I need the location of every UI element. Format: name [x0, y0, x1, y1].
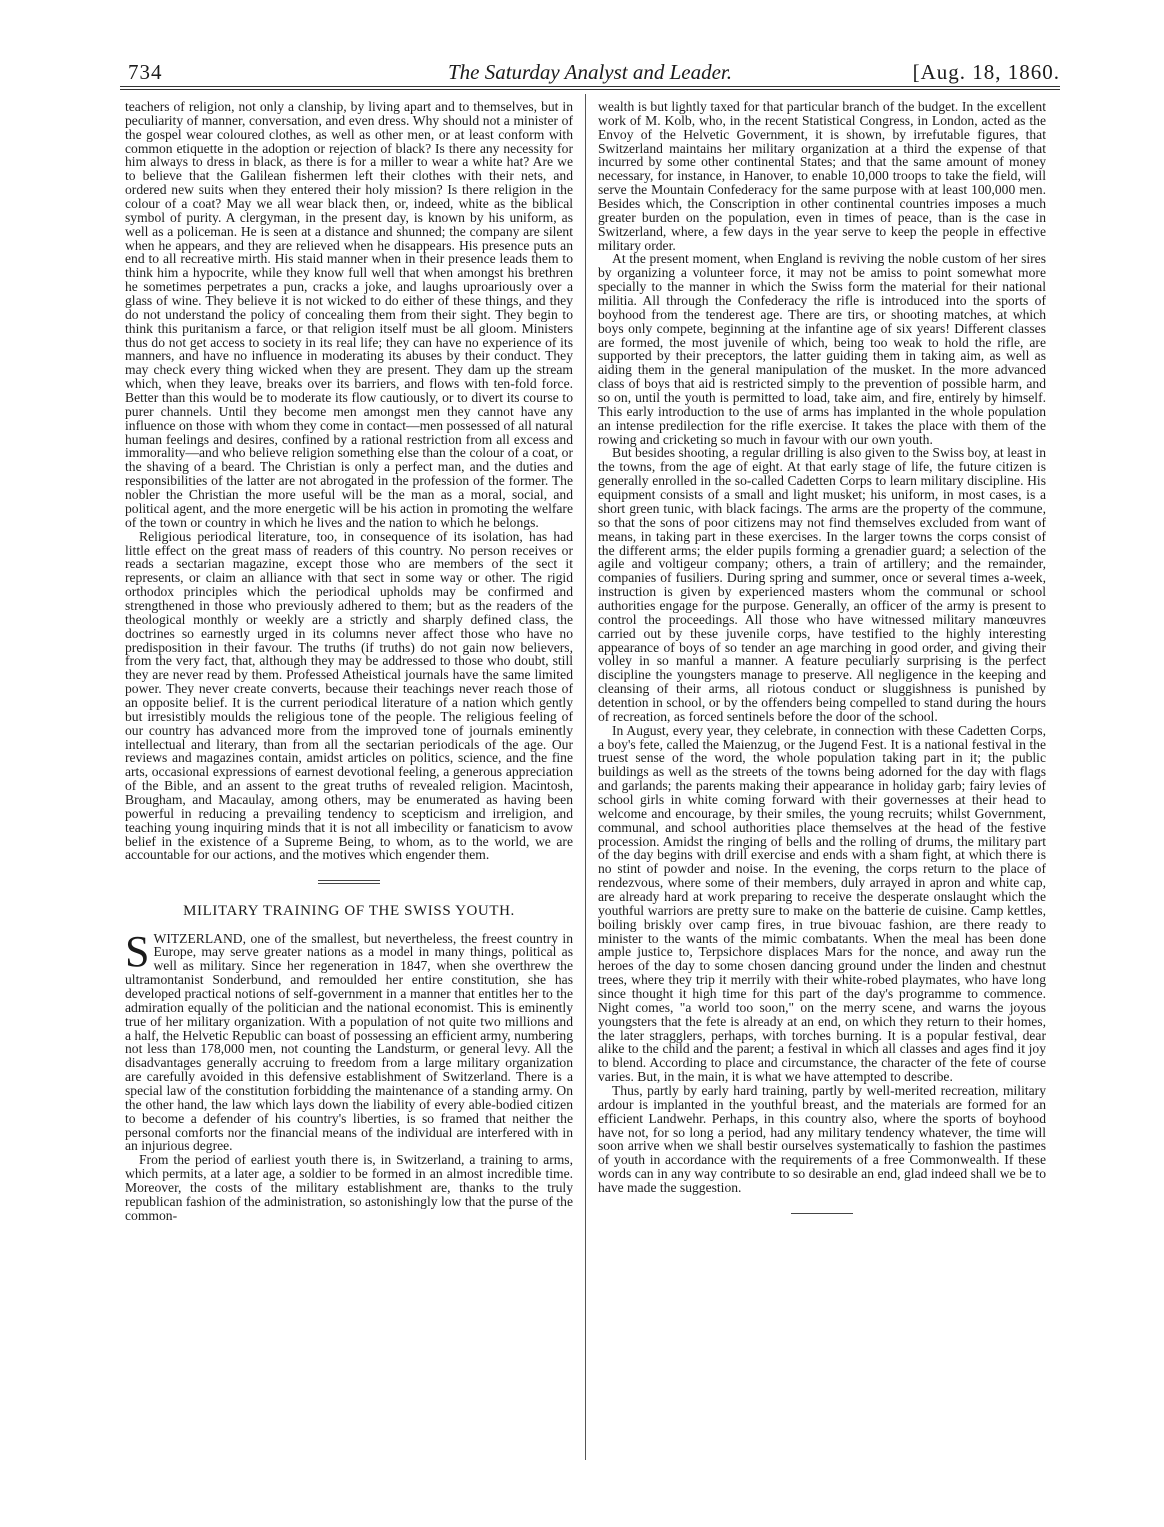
section-divider [318, 880, 380, 881]
drop-cap: S [125, 926, 150, 976]
page-header [120, 48, 1060, 88]
section-heading: MILITARY TRAINING OF THE SWISS YOUTH. [183, 903, 515, 920]
paragraph: teachers of religion, not only a clanship, by living apart and to themselves, but in peculiarity of manner, conversation, and even dress. Why should not a minister of the gospel wear coloured clothes, as well as other men, or at least conform with common etiquette in the adoption or rejection of black? Is there any necessity for him always to dress in black, as there is for a miller to wear a white hat? Are we to believe that the Galilean fishermen left their clothes with their nets, and ordered new suits when they entered their holy mission? Is there religion in the colour of a coat? May we all wear black then, or, indeed, white as the biblical symbol of purity. A clergyman, in the present day, is known by his uniform, as well as a policeman. He is seen at a distance and shunned; the company are silent when he appears, and they are relieved when he disappears. His presence puts an end to all recreative mirth. His staid manner when in their presence leads them to think him a hypocrite, while they know full well that when amongst his brethren he sometimes perpetrates a pun, cracks a joke, and laughs uproariously over a glass of wine. They believe it is not wicked to do either of these things, and they do not understand the policy of concealing them from their sight. They begin to think this puritanism a farce, or that religion itself must be all gloom. Ministers thus do not get access to society in its real life; they can have no experience of its manners, and have no influence in moderating its abuses by their conduct. They may check every thing wicked when they are present. They dam up the stream which, when they leave, breaks over its barriers, and flows with ten-fold force. Better than this would be to moderate its flow cautiously, or to divert its course to purer channels. Until they become men amongst men they cannot have any influence on those with whom they come in contact—men possessed of all natural human feelings and desires, confined by a rational restriction from all excess and immorality—and who believe religion something else than the colour of a coat, or the shaving of a beard. The Christian is only a perfect man, and the duties and responsibilities of the latter are not abrogated in the profession of the former. The nobler the Christian the more useful will be the man as a moral, social, and political agent, and the more energetic will be his action in promoting the welfare of the town or country in which he lives and the nation to which he belongs. [125, 99, 573, 530]
paragraph: At the present moment, when England is reviving the noble custom of her sires by organizing a volunteer force, it may not be amiss to point somewhat more specially to the manner in which the Swiss form the material for their national militia. All through the Confederacy the rifle is introduced into the sports of boyhood from the tenderest age. There are tirs, or shooting matches, at which boys only compete, beginning at the infantine age of six years! Different classes are formed, the most juvenile of which, being too weak to hold the rifle, are supported by their preceptors, the latter guiding them in taking aim, as well as aiding them in the general manipulation of the musket. In the more advanced class of boys that aid is restricted simply to the prevention of possible harm, and so on, until the youth is permitted to load, take aim, and fire, entirely by himself. This early introduction to the use of arms has implanted in the whole population an intense predilection for the rifle exercise. It takes the place with them of the rowing and cricketing so much in favour with our own youth. [598, 251, 1046, 447]
header-rule-second [120, 89, 1060, 90]
column-divider [585, 94, 586, 1460]
paragraph: Thus, partly by early hard training, partly by well-merited recreation, military ardour is implanted in the youthful breast, and the materials are formed for an efficient Landwehr. Perhaps, in this country also, where the sports of boyhood have not, for so long a period, had any military tendency whatever, the time will soon arrive when we shall bestir ourselves systematically to fashion the pastimes of youth in accordance with the requirements of a free Commonwealth. If these words can in any way contribute to so desirable an end, glad indeed shall we be to have made the suggestion. [598, 1083, 1046, 1196]
paragraph: Religious periodical literature, too, in consequence of its isolation, has had little effect on the great mass of readers of this country. No person receives or reads a sectarian magazine, except those who are members of the sect it represents, or claim an alliance with that sect in some way or other. The rigid orthodox principles which the periodical upholds may be confirmed and strengthened in those who previously adhered to them; but as the readers of the theological monthly or weekly are a strictly and sharply defined class, the doctrines so earnestly urged in its columns never affect those who have no predisposition in their favour. The truths (if truths) do not gain now believers, from the very fact, that, although they may be addressed to those who doubt, still they are never read by them. Professed Atheistical journals have the same limited power. They never create converts, because their teachings never reach those of an opposite belief. It is the current periodical literature of a nation which gently but irresistibly moulds the religious tone of the people. The religious feeling of our country has advanced more from the improved tone of journals eminently intellectual and literary, than from all the sectarian periodicals of the age. Our reviews and magazines contain, amidst articles on politics, science, and the fine arts, occasional expressions of earnest devotional feeling, a generous appreciation of the Bible, and an assent to the great truths of revealed religion. Macintosh, Brougham, and Macaulay, among others, may be enumerated as having been powerful in reducing a prevailing tendency to scepticism and irreligion, and teaching young inquiring minds that it is not all imbecility or fanaticism to avow belief in the existence of a Supreme Being, to whom, as to the world, we are accountable for our actions, and the motives which engender them. [125, 528, 573, 863]
issue-date: [Aug. 18, 1860. [912, 60, 1060, 84]
paragraph: But besides shooting, a regular drilling is also given to the Swiss boy, at least in the towns, from the age of eight. At that early stage of life, the future citizen is generally enrolled in the so-called Cadetten Corps to learn military discipline. His equipment consists of a small and light musket; his uniform, in most cases, is a short green tunic, with black facings. The arms are the property of the commune, so that the sons of poor citizens may not find themselves excluded from want of means, in taking part in these exercises. In the larger towns the corps consist of the different arms; the elder pupils forming a grenadier guard; a selection of the agile and voltigeur company; others, a train of artillery; and the remainder, companies of fusiliers. During spring and summer, once or several times a-week, instruction is given by experienced masters whom the communal or school authorities engage for the purpose. Generally, an officer of the army is present to control the proceedings. All those who have witnessed military manœuvres carried out by these juvenile corps, have testified to the highly interesting appearance of boys of so tender an age marching in good order, and giving their volley in so manful a manner. A feature peculiarly surprising is the perfect discipline the youngsters manage to preserve. All negligence in the keeping and cleansing of their arms, all riotous conduct or sluggishness is punished by detention in school, or by the offenders being compelled to stand during the hours of recreation, as forced sentinels before the door of the school. [598, 445, 1046, 724]
end-rule [791, 1213, 853, 1214]
opening-text: WITZERLAND, one of the smallest, but nevertheless, the freest country in Europe, may serve greater nations as a model in many things, political as well as military. Since her regeneration in 1847, when she overthrew the ultramontanist Sonderbund, and remoulded her entire constitution, she has developed practical notions of self-government in a manner that entitles her to the admiration equally of the politician and the national economist. This is eminently true of her military organization. With a population of not quite two millions and a half, the Helvetic Republic can boast of possessing an efficient army, numbering not less than 178,000 men, not counting the Landsturm, or general levy. All the disadvantages generally accruing to freedom from a large military organization are carefully avoided in this defensive establishment of Switzerland. There is a special law of the constitution forbidding the maintenance of a standing army. On the other hand, the law which lays down the liability of every able-bodied citizen to become a defender of his country's liberties, is so framed that neither the personal comforts nor the financial means of the individual are interfered with in an injurious degree. [125, 930, 573, 1154]
section-divider-second [318, 883, 380, 884]
article-opening-paragraph [125, 926, 573, 1154]
page-number: 734 [128, 60, 163, 84]
paragraph: In August, every year, they celebrate, in connection with these Cadetten Corps, a boy's fete, called the Maienzug, or the Jugend Fest. It is a national festival in the truest sense of the word, the whole population taking part in it; the public buildings as well as the streets of the towns being adorned for the day with flags and garlands; the parents making their appearance in holiday garb; fairy levies of school girls in white coming forward with their governesses at their head to welcome and encourage, by their smiles, the young recruits; whilst Government, communal, and school authorities place themselves at the head of the festive procession. Amidst the ringing of bells and the rolling of drums, the military part of the day begins with drill exercise and ends with a sham fight, at which there is no stint of powder and noise. In the evening, the corps return to the place of rendezvous, where some of their members, duly arrayed in apron and white cap, are already hard at work preparing to receive the desperate onslaught which the youthful warriors are pretty sure to make on the batterie de cuisine. Camp kettles, boiling briskly over camp fires, in true bivouac fashion, are there ready to minister to the wants of the mimic combatants. When the meal has been done ample justice to, Terpsichore displaces Mars for the nonce, and away run the heroes of the day to some chosen dancing ground under the linden and chestnut trees, where they trip it merrily with their white-robed playmates, who have long since thought it high time for this part of the day's programme to commence. Night comes, "a world too soon," on the merry scene, and warns the joyous youngsters that the fete is already at an end, on which they return to their homes, the later stragglers, perhaps, with torches burning. It is a popular festival, dear alike to the child and the parent; a festival in which all classes and ages find it joy to blend. According to place and circumstance, the character of the fete of course varies. But, in the main, it is what we have attempted to describe. [598, 722, 1046, 1085]
left-column [125, 100, 573, 1223]
running-title: The Saturday Analyst and Leader. [447, 60, 733, 84]
paragraph: wealth is but lightly taxed for that particular branch of the budget. In the excellent work of M. Kolb, who, in the recent Statistical Congress, in London, acted as the Envoy of the Helvetic Government, it is shown, by irrefutable figures, that Switzerland maintains her military organization at a third the expense of that incurred by some other continental States; and that the same amount of money necessary, for instance, in Hanover, to enable 10,000 troops to take the field, will serve the Mountain Confederacy for the same purpose with at least 100,000 men. Besides which, the Conscription in other continental countries imposes a much greater burden on the population, even in times of peace, than is the case in Switzerland, where, a few days in the year serve to keep the people in effective military order. [598, 99, 1046, 253]
paragraph: From the period of earliest youth there is, in Switzerland, a training to arms, which permits, at a later age, a soldier to be formed in an almost incredible time. Moreover, the costs of the military establishment are, thanks to the truly republican fashion of the administration, so astonishingly low that the purse of the common- [125, 1152, 573, 1223]
header-rule [120, 86, 1060, 87]
right-column [598, 100, 1046, 1214]
